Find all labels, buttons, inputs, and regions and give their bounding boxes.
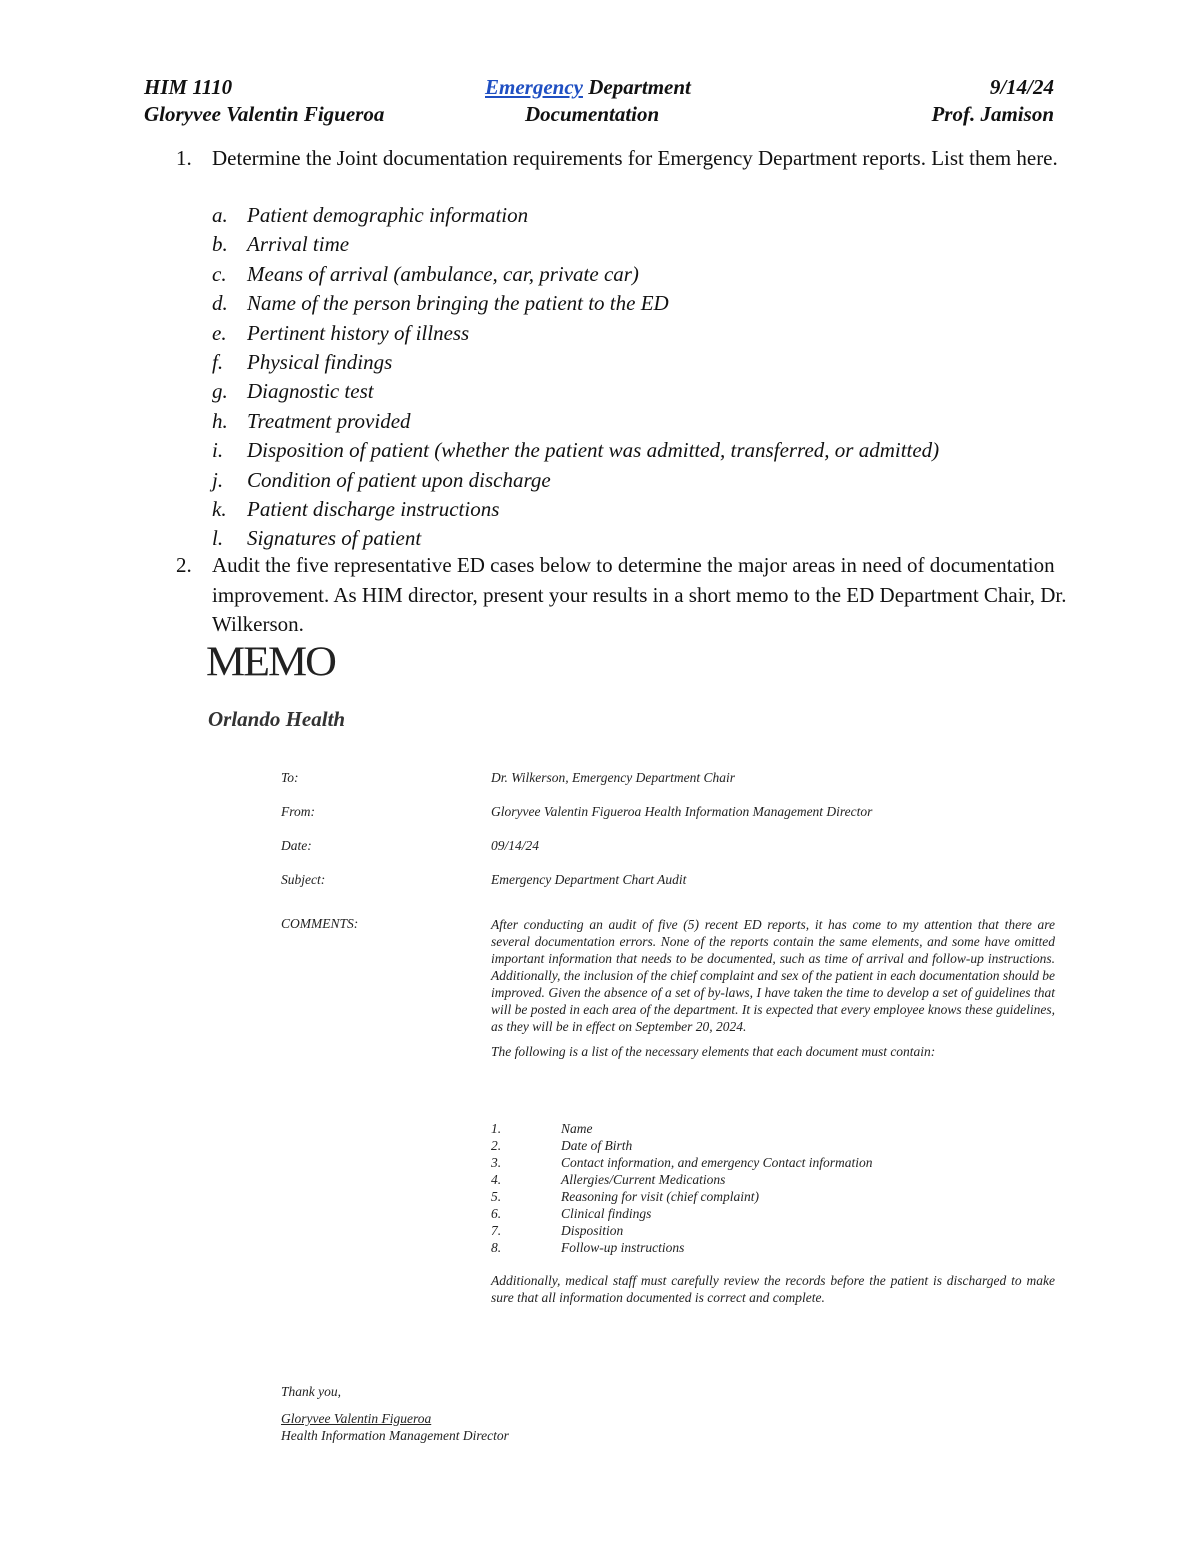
question-1 <box>176 144 1076 174</box>
requirement-text: Means of arrival (ambulance, car, private car) <box>247 261 639 286</box>
comments-paragraph: The following is a list of the necessary elements that each document must contain: <box>491 1044 936 1059</box>
subject-value: Emergency Department Chart Audit <box>491 872 687 887</box>
comments-text <box>491 916 1055 1068</box>
requirement-letter: i. <box>212 438 224 463</box>
element-text: Name <box>561 1121 593 1136</box>
comments-paragraph: After conducting an audit of five (5) recent ED reports, it has come to my attention that there are several documentation errors. None of the reports contain the same elements, and some have omitted important information that needs to be documented, such as time of arrival and follow-up instructions. Additionally, the inclusion of the chief complaint and sex of the patient in each documentation should be improved. Given the absence of a set of by-laws, I have taken the time to develop a set of guidelines that will be posted in each area of the department. It is expected that every employee knows these guidelines, as they will be in effect on September 20, 2024. <box>491 917 1055 1034</box>
element-number: 1. <box>491 1121 502 1136</box>
from-label: From: <box>281 804 315 819</box>
requirement-letter: k. <box>212 496 227 521</box>
requirement-letter: j. <box>212 467 224 492</box>
element-number: 8. <box>491 1240 502 1255</box>
element-text: Reasoning for visit (chief complaint) <box>561 1189 759 1204</box>
requirement-letter: e. <box>212 320 227 345</box>
requirement-text: Signatures of patient <box>247 526 422 551</box>
element-number: 2. <box>491 1138 502 1153</box>
element-number: 5. <box>491 1189 502 1204</box>
requirement-letter: l. <box>212 526 224 551</box>
requirement-text: Disposition of patient (whether the patient was admitted, transferred, or admitted) <box>247 438 940 463</box>
requirement-letter: a. <box>212 203 228 227</box>
requirement-letter: h. <box>212 408 228 433</box>
question-number: 1. <box>176 146 192 170</box>
closing-paragraph: Additionally, medical staff must carefully review the records before the patient is discharged to make sure that all information documented is correct and complete. <box>491 1273 1055 1305</box>
question-2 <box>176 551 1076 640</box>
professor-name: Prof. Jamison <box>931 102 1054 126</box>
element-text: Disposition <box>561 1223 624 1238</box>
requirement-text: Pertinent history of illness <box>247 320 470 345</box>
requirement-letter: c. <box>212 261 227 286</box>
requirement-text: Arrival time <box>247 232 350 257</box>
organization-name: Orlando Health <box>208 707 346 731</box>
requirement-letter: b. <box>212 232 228 257</box>
closing-thanks: Thank you, <box>281 1384 341 1399</box>
requirement-text: Patient demographic information <box>247 203 529 227</box>
from-value: Gloryvee Valentin Figueroa Health Information Management Director <box>491 804 873 819</box>
element-number: 4. <box>491 1172 502 1187</box>
requirement-letter: g. <box>212 379 228 404</box>
document-title-line2: Documentation <box>525 102 660 126</box>
requirement-text: Patient discharge instructions <box>247 496 500 521</box>
requirement-letter: d. <box>212 291 228 316</box>
requirement-text: Diagnostic test <box>247 379 374 404</box>
element-number: 6. <box>491 1206 502 1221</box>
title-rest: Department <box>582 75 691 99</box>
requirement-text: Physical findings <box>247 349 393 374</box>
header-date: 9/14/24 <box>989 75 1054 99</box>
requirement-text: Name of the person bringing the patient to the ED <box>247 291 669 316</box>
element-text: Clinical findings <box>561 1206 652 1221</box>
requirement-text: Treatment provided <box>247 408 411 433</box>
signature-title: Health Information Management Director <box>281 1428 509 1443</box>
course-code: HIM 1110 <box>144 75 233 99</box>
element-number: 7. <box>491 1223 502 1238</box>
comments-label: COMMENTS: <box>281 916 359 931</box>
document-title <box>485 74 691 100</box>
to-label: To: <box>281 770 299 785</box>
question-text: Determine the Joint documentation requirements for Emergency Department reports. List them here. <box>212 146 1058 170</box>
subject-label: Subject: <box>281 872 326 887</box>
date-value: 09/14/24 <box>491 838 540 853</box>
date-label: Date: <box>281 838 312 853</box>
question-number: 2. <box>176 553 192 577</box>
signature-name: Gloryvee Valentin Figueroa <box>281 1411 432 1426</box>
requirement-letter: f. <box>212 349 224 374</box>
element-text: Follow-up instructions <box>561 1240 685 1255</box>
to-value: Dr. Wilkerson, Emergency Department Chair <box>491 770 735 785</box>
element-number: 3. <box>491 1155 502 1170</box>
requirement-text: Condition of patient upon discharge <box>247 467 551 492</box>
question-text: Audit the five representative ED cases below to determine the major areas in need of documentation improvement. As HIM director, present your results in a short memo to the ED Department Chair, Dr. Wilkerson. <box>212 553 1067 636</box>
student-name: Gloryvee Valentin Figueroa <box>144 102 385 126</box>
element-text: Date of Birth <box>561 1138 633 1153</box>
emergency-link[interactable]: Emergency <box>485 75 583 99</box>
element-text: Contact information, and emergency Contact information <box>561 1155 873 1170</box>
memo-title: MEMO <box>206 638 335 685</box>
element-text: Allergies/Current Medications <box>561 1172 726 1187</box>
